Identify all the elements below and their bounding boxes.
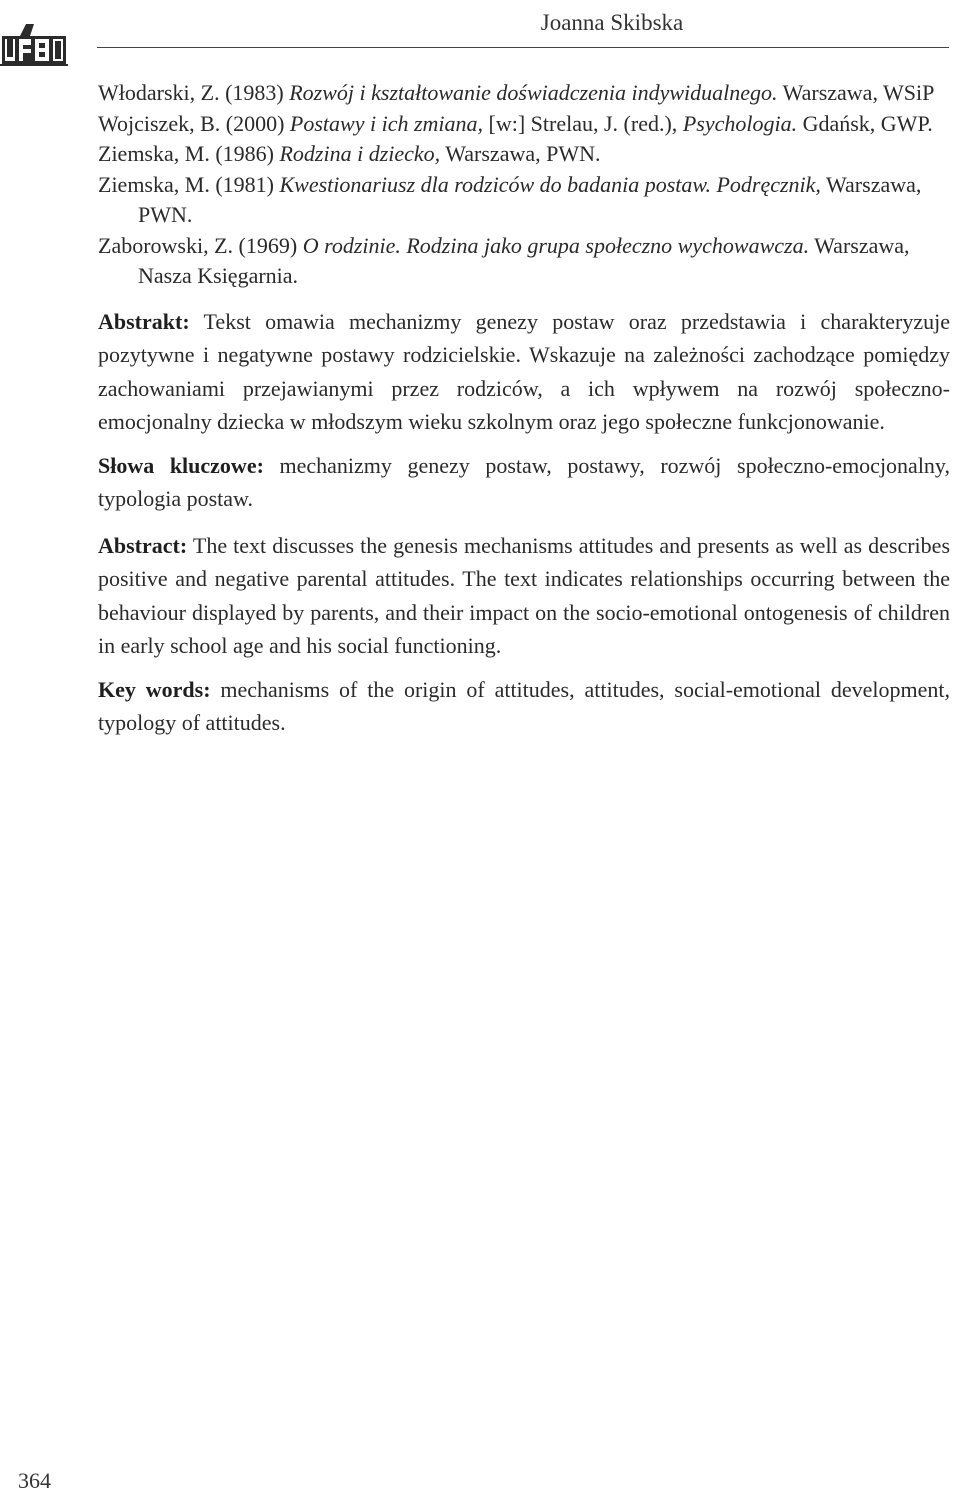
abstract-english-label: Abstract: <box>98 532 188 558</box>
abstract-polish-label: Abstrakt: <box>98 308 190 334</box>
keywords-english-label: Key words: <box>98 676 211 702</box>
abstract-polish-text: Tekst omawia mechanizmy genezy postaw oraz przedstawia i charakteryzuje pozytywne i negatywne postawy rodzicielskie. Wskazuje na zależności zachodzące pomiędzy zachowaniami przejawianymi przez rodziców, a ich wpływem na rozwój społeczno-emocjonalny dziecka w młodszym wieku szkolnym oraz jego społeczne funkcjonowanie. <box>98 308 950 434</box>
reference-item: Włodarski, Z. (1983) Rozwój i kształtowanie doświadczenia indywidualnego. Warszawa, WSiP <box>98 80 935 105</box>
reference-item: Ziemska, M. (1986) Rodzina i dziecko, Warszawa, PWN. <box>98 141 601 166</box>
keywords-polish-text: mechanizmy genezy postaw, postawy, rozwój społeczno-emocjonalny, typologia postaw. <box>98 452 951 511</box>
reference-list <box>98 78 950 292</box>
keywords-english <box>98 673 950 740</box>
abstract-polish <box>98 305 950 439</box>
page-number: 364 <box>18 1468 51 1493</box>
running-header <box>0 10 960 36</box>
reference-item: Zaborowski, Z. (1969) O rodzinie. Rodzina jako grupa społeczno wychowawcza. Warszawa, Nasza Księgarnia. <box>98 232 910 288</box>
abstract-english <box>98 529 950 663</box>
header-divider <box>97 47 949 48</box>
reference-item: Wojciszek, B. (2000) Postawy i ich zmiana, [w:] Strelau, J. (red.), Psychologia. Gdańsk, GWP. <box>98 110 933 136</box>
keywords-english-text: mechanisms of the origin of attitudes, attitudes, social-emotional development, typology of attitudes. <box>98 676 951 735</box>
header-author: Joanna Skibska <box>540 10 684 35</box>
page-content <box>98 78 950 740</box>
abstract-english-text: The text discusses the genesis mechanisms attitudes and presents as well as describes positive and negative parental attitudes. The text indicates relationships occurring between the behaviour displayed by parents, and their impact on the socio-emotional ontogenesis of children in early school age and his social functioning. <box>98 532 950 658</box>
reference-item: Ziemska, M. (1981) Kwestionariusz dla rodziców do badania postaw. Podręcznik, Warszawa, PWN. <box>98 171 922 227</box>
keywords-polish-label: Słowa kluczowe: <box>98 452 264 478</box>
keywords-polish <box>98 449 950 516</box>
